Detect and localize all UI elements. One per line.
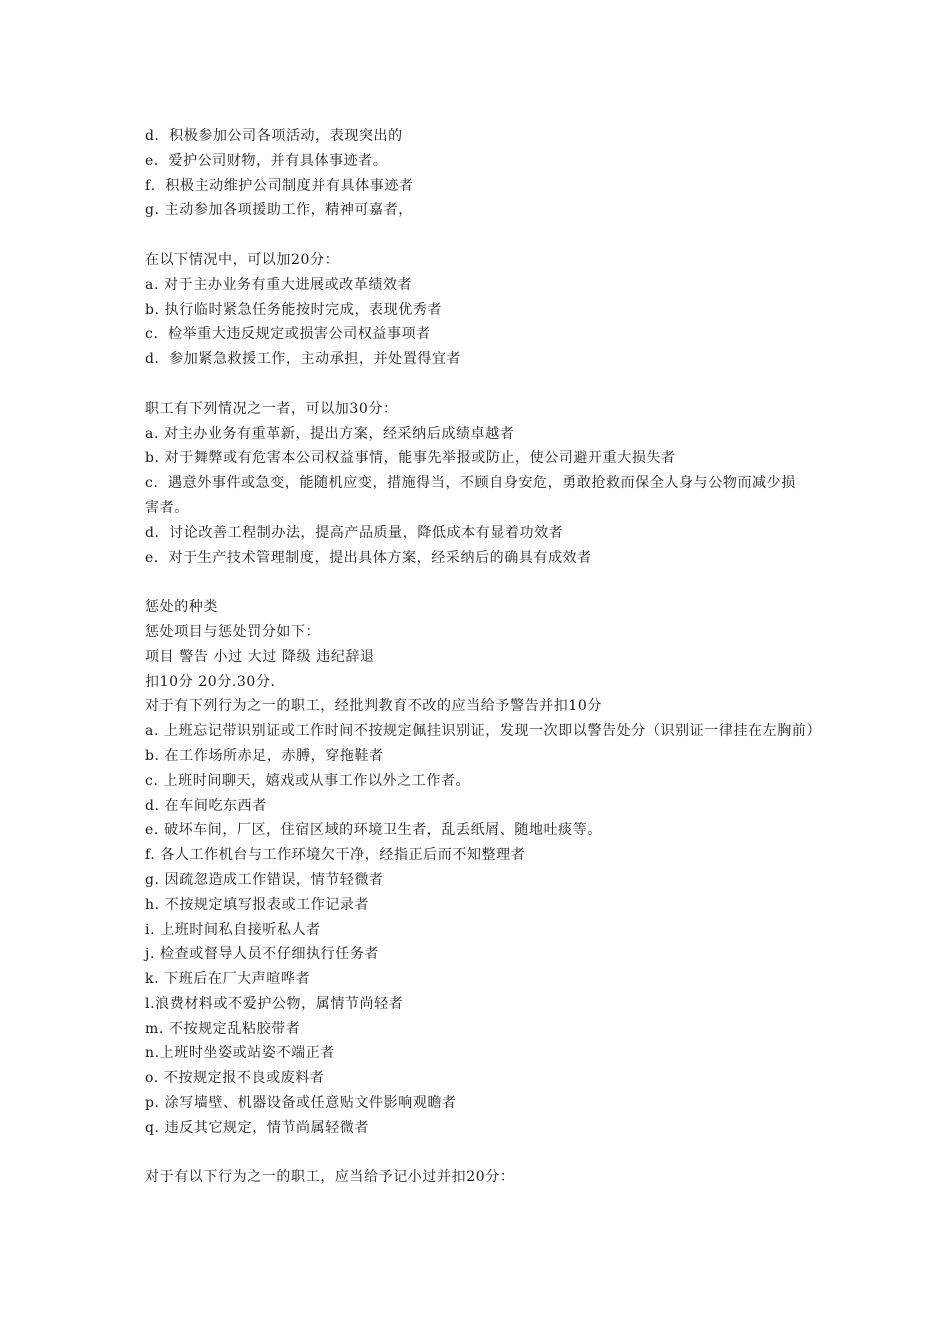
list-item: c．遇意外事件或急变，能随机应变，措施得当，不顾自身安危，勇敢抢救而保全人身与公物而减少损 害者。: [145, 475, 801, 516]
list-item: b. 执行临时紧急任务能按时完成，表现优秀者: [145, 301, 443, 318]
list-item: m. 不按规定乱粘胶带者: [145, 1020, 301, 1037]
penalty-table-header: 项目 警告 小过 大过 降级 违纪辞退: [145, 648, 375, 665]
list-item: i. 上班时间私自接听私人者: [145, 921, 321, 938]
minor-demerit-heading: 对于有以下行为之一的职工，应当给予记小过并扣20分：: [145, 1169, 515, 1186]
section-heading: 职工有下列情况之一者，可以加30分：: [145, 400, 398, 417]
paragraph-gap: [145, 1141, 815, 1166]
list-item: q. 违反其它规定，情节尚属轻微者: [145, 1119, 370, 1136]
list-item: d．参加紧急救援工作，主动承担，并处置得宜者: [145, 351, 462, 368]
list-item: g. 主动参加各项援助工作，精神可嘉者，: [145, 202, 413, 219]
list-item: e．爱护公司财物，并有具体事迹者。: [145, 152, 388, 169]
list-item: f. 各人工作机台与工作环境欠干净，经指正后而不知整理者: [145, 847, 526, 864]
paragraph-gap: [145, 372, 815, 397]
document-body: [145, 124, 822, 1190]
list-item: f．积极主动维护公司制度并有具体事迹者: [145, 177, 414, 194]
list-item: d．积极参加公司各项活动，表现突出的: [145, 128, 403, 144]
list-item: k. 下班后在厂大声喧哗者: [145, 971, 311, 988]
list-item: g. 因疏忽造成工作错误，情节轻微者: [145, 871, 384, 888]
list-item: o. 不按规定报不良或废料者: [145, 1070, 325, 1087]
list-item: a. 上班忘记带识别证或工作时间不按规定佩挂识别证，发现一次即以警告处分（识别证一律挂在左胸前）: [145, 723, 822, 740]
paragraph-gap: [145, 570, 815, 595]
list-item: d．讨论改善工程制办法，提高产品质量，降低成本有显着功效者: [145, 524, 564, 541]
list-item: l.浪费材料或不爱护公物，属情节尚轻者: [145, 995, 404, 1012]
list-item: e. 破坏车间，厂区，住宿区域的环境卫生者，乱丢纸屑、随地吐痰等。: [145, 822, 602, 839]
warning-heading: 对于有下列行为之一的职工，经批判教育不改的应当给予警告并扣10分: [145, 698, 603, 715]
list-item: b. 在工作场所赤足，赤膊，穿拖鞋者: [145, 747, 384, 764]
list-item: j. 检查或督导人员不仔细执行任务者: [145, 946, 380, 963]
list-item: p. 涂写墙壁、机器设备或任意贴文件影响观瞻者: [145, 1095, 457, 1112]
list-item: e．对于生产技术管理制度，提出具体方案，经采纳后的确具有成效者: [145, 549, 592, 566]
list-item: c. 上班时间聊天，嬉戏或从事工作以外之工作者。: [145, 772, 471, 789]
penalty-table-values: 扣10分 20分.30分.: [145, 673, 276, 690]
section-intro: 惩处项目与惩处罚分如下：: [145, 623, 321, 640]
add20-section: [145, 248, 815, 372]
add30-section: [145, 397, 815, 571]
list-item: c．检举重大违反规定或损害公司权益事项者: [145, 326, 431, 343]
list-item: h. 不按规定填写报表或工作记录者: [145, 896, 370, 913]
list-item: b. 对于舞弊或有危害本公司权益事情，能事先举报或防止，使公司避开重大损失者: [145, 450, 676, 467]
punishment-section: [145, 595, 822, 1190]
paragraph-gap: [145, 223, 815, 248]
section-heading: 在以下情况中，可以加20分：: [145, 251, 340, 268]
list-item: d. 在车间吃东西者: [145, 797, 267, 814]
merit-misc-list: [145, 124, 815, 223]
list-item: a. 对于主办业务有重大进展或改革绩效者: [145, 276, 413, 293]
list-item: a. 对主办业务有重革新，提出方案，经采纳后成绩卓越者: [145, 425, 515, 442]
section-title: 惩处的种类: [145, 599, 218, 616]
list-item: n.上班时坐姿或站姿不端正者: [145, 1045, 335, 1062]
